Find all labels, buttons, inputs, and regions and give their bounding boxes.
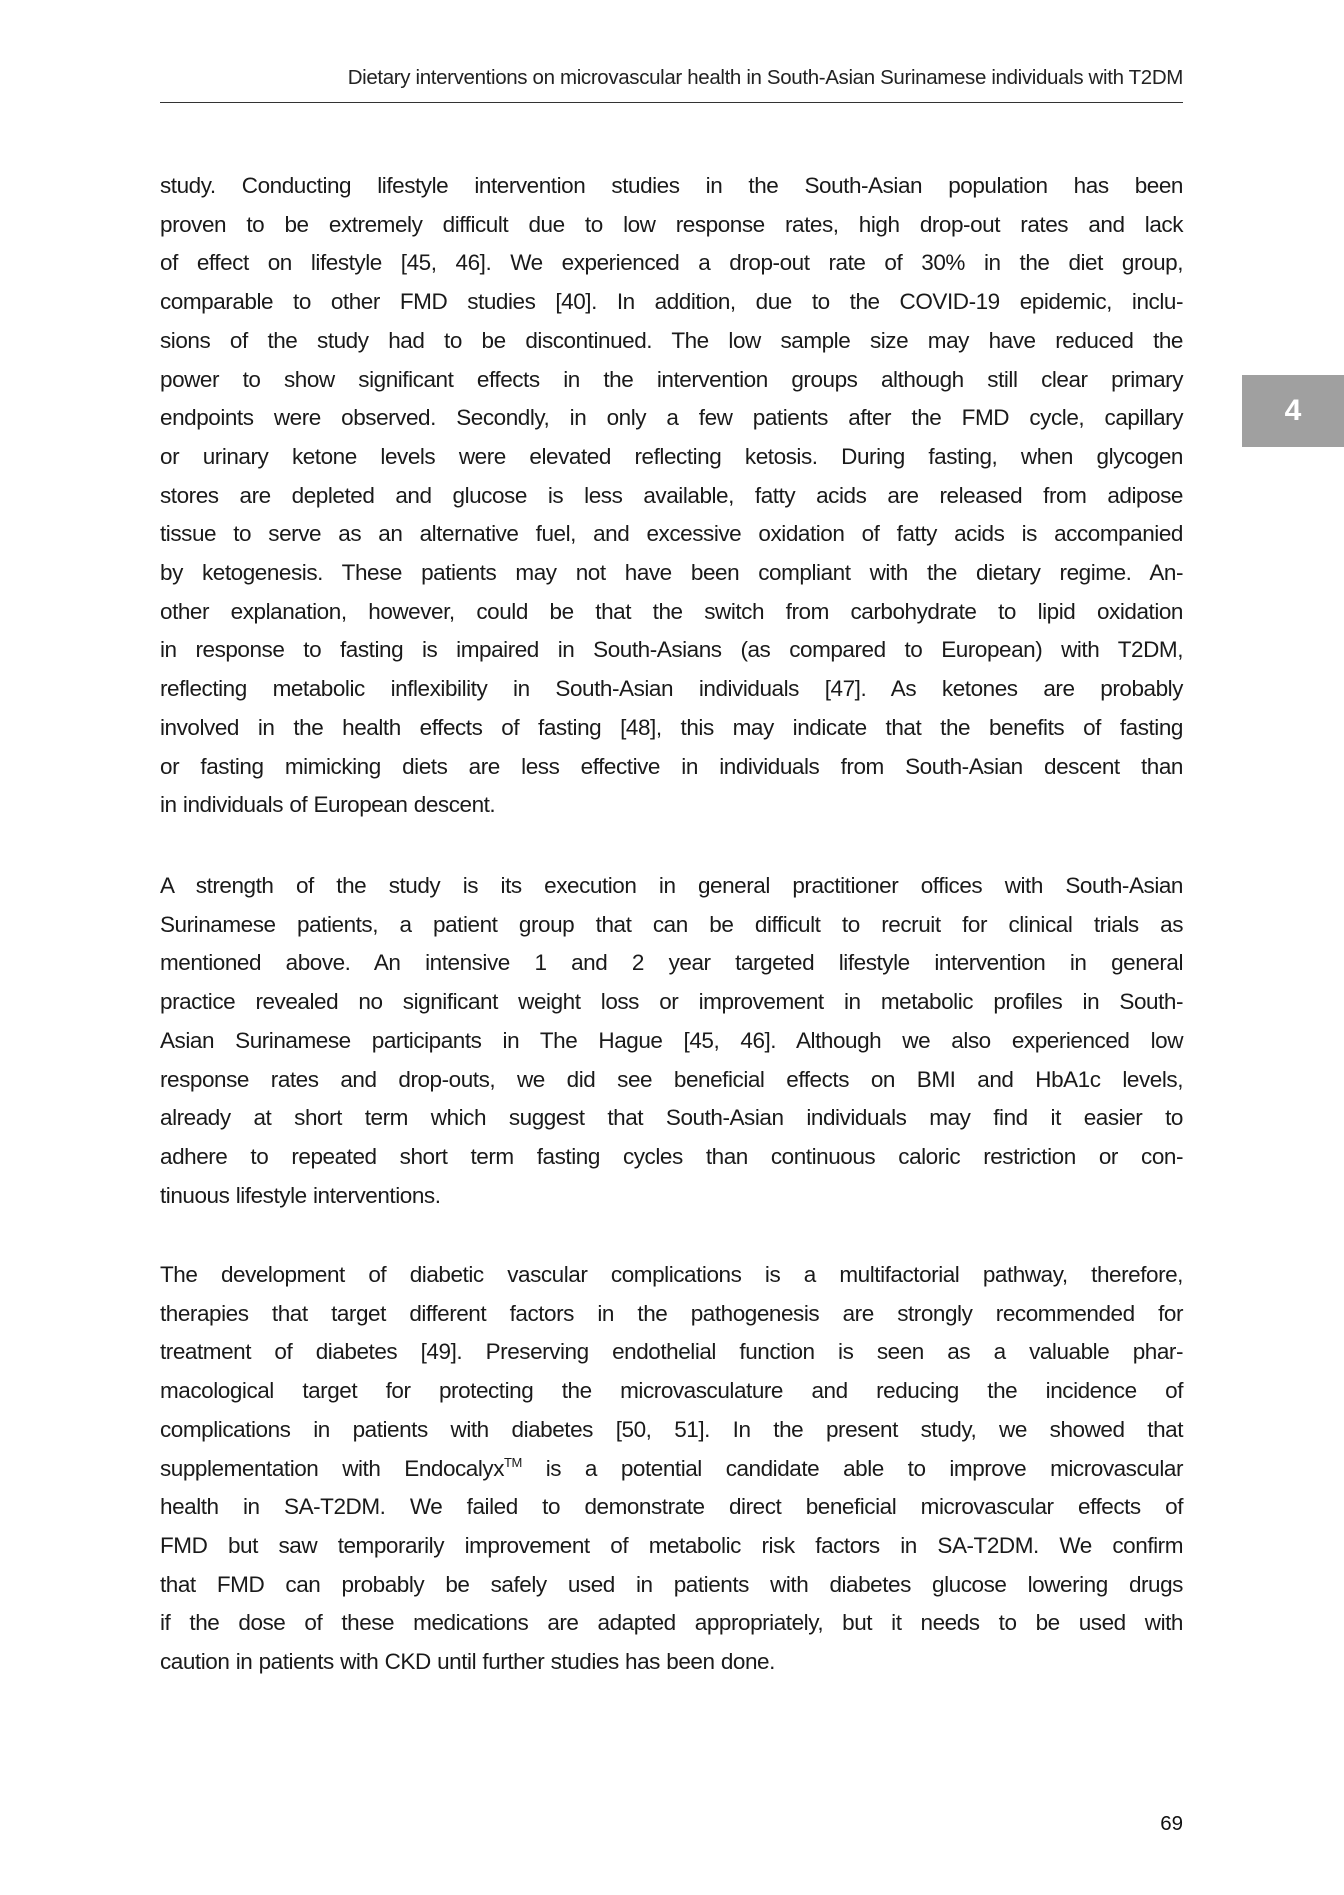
text-line: other explanation, however, could be that the switch from carbohydrate to lipid oxidation: [160, 598, 1183, 624]
text-line: treatment of diabetes [49]. Preserving endothelial function is seen as a valuable phar-: [160, 1339, 1183, 1365]
text-line: Asian Surinamese participants in The Hague [45, 46]. Although we also experienced low: [160, 1027, 1183, 1053]
text-line: comparable to other FMD studies [40]. In addition, due to the COVID-19 epidemic, inclu-: [160, 289, 1183, 315]
text-line: complications in patients with diabetes [50, 51]. In the present study, we showed that: [160, 1416, 1183, 1442]
chapter-tab: [1242, 375, 1344, 447]
text-line: FMD but saw temporarily improvement of metabolic risk factors in SA-T2DM. We confirm: [160, 1532, 1183, 1558]
text-run: supplementation with Endocalyx: [160, 1455, 505, 1481]
text-line: adhere to repeated short term fasting cycles than continuous caloric restriction or con-: [160, 1143, 1183, 1169]
text-line: Surinamese patients, a patient group that can be difficult to recruit for clinical trials as: [160, 911, 1183, 937]
text-line: if the dose of these medications are adapted appropriately, but it needs to be used with: [160, 1610, 1183, 1636]
text-line: practice revealed no significant weight loss or improvement in metabolic profiles in South-: [160, 989, 1183, 1015]
text-line: power to show significant effects in the intervention groups although still clear primary: [160, 366, 1183, 392]
text-line: that FMD can probably be safely used in patients with diabetes glucose lowering drugs: [160, 1571, 1183, 1597]
text-line: study. Conducting lifestyle intervention studies in the South-Asian population has been: [160, 173, 1183, 198]
page-number: 69: [1160, 1812, 1183, 1835]
paragraph-limitations: [160, 167, 1183, 825]
text-line: reflecting metabolic inflexibility in South-Asian individuals [47]. As ketones are probably: [160, 676, 1183, 702]
text-line: or urinary ketone levels were elevated reflecting ketosis. During fasting, when glycogen: [160, 443, 1183, 469]
text-line: tissue to serve as an alternative fuel, and excessive oxidation of fatty acids is accompanied: [160, 521, 1183, 547]
text-line: therapies that target different factors in the pathogenesis are strongly recommended for: [160, 1300, 1183, 1326]
text-line: sions of the study had to be discontinued. The low sample size may have reduced the: [160, 327, 1183, 353]
text-line: health in SA-T2DM. We failed to demonstrate direct beneficial microvascular effects of: [160, 1494, 1183, 1520]
text-line: of effect on lifestyle [45, 46]. We experienced a drop-out rate of 30% in the diet group,: [160, 250, 1183, 276]
text-line: by ketogenesis. These patients may not have been compliant with the dietary regime. An-: [160, 560, 1183, 586]
text-line: in individuals of European descent.: [160, 792, 496, 818]
text-run: is a potential candidate able to improve microvascular: [521, 1455, 1183, 1481]
text-line: macological target for protecting the microvasculature and reducing the incidence of: [160, 1378, 1183, 1404]
paragraph-strengths: [160, 867, 1183, 1215]
text-line: tinuous lifestyle interventions.: [160, 1182, 441, 1208]
header-rule: [160, 102, 1183, 103]
text-line: involved in the health effects of fasting [48], this may indicate that the benefits of fasting: [160, 714, 1183, 740]
text-line: A strength of the study is its execution in general practitioner offices with South-Asian: [160, 873, 1183, 898]
chapter-number: 4: [1284, 394, 1302, 427]
text-line: in response to fasting is impaired in South-Asians (as compared to European) with T2DM,: [160, 637, 1183, 663]
paragraph-conclusion: [160, 1256, 1183, 1682]
text-line: response rates and drop-outs, we did see beneficial effects on BMI and HbA1c levels,: [160, 1066, 1183, 1092]
text-line: or fasting mimicking diets are less effective in individuals from South-Asian descent than: [160, 753, 1183, 779]
text-line: already at short term which suggest that South-Asian individuals may find it easier to: [160, 1105, 1183, 1131]
text-line: [160, 1450, 1183, 1489]
text-line: The development of diabetic vascular complications is a multifactorial pathway, therefore,: [160, 1262, 1183, 1287]
text-line: mentioned above. An intensive 1 and 2 year targeted lifestyle intervention in general: [160, 950, 1183, 976]
text-line: endpoints were observed. Secondly, in only a few patients after the FMD cycle, capillary: [160, 405, 1183, 431]
text-line: stores are depleted and glucose is less available, fatty acids are released from adipose: [160, 482, 1183, 508]
text-line: caution in patients with CKD until further studies has been done.: [160, 1649, 775, 1675]
text-line: proven to be extremely difficult due to low response rates, high drop-out rates and lack: [160, 211, 1183, 237]
trademark-superscript: TM: [504, 1454, 522, 1470]
running-header-title: Dietary interventions on microvascular health in South-Asian Surinamese individuals with T2DM: [347, 66, 1183, 89]
